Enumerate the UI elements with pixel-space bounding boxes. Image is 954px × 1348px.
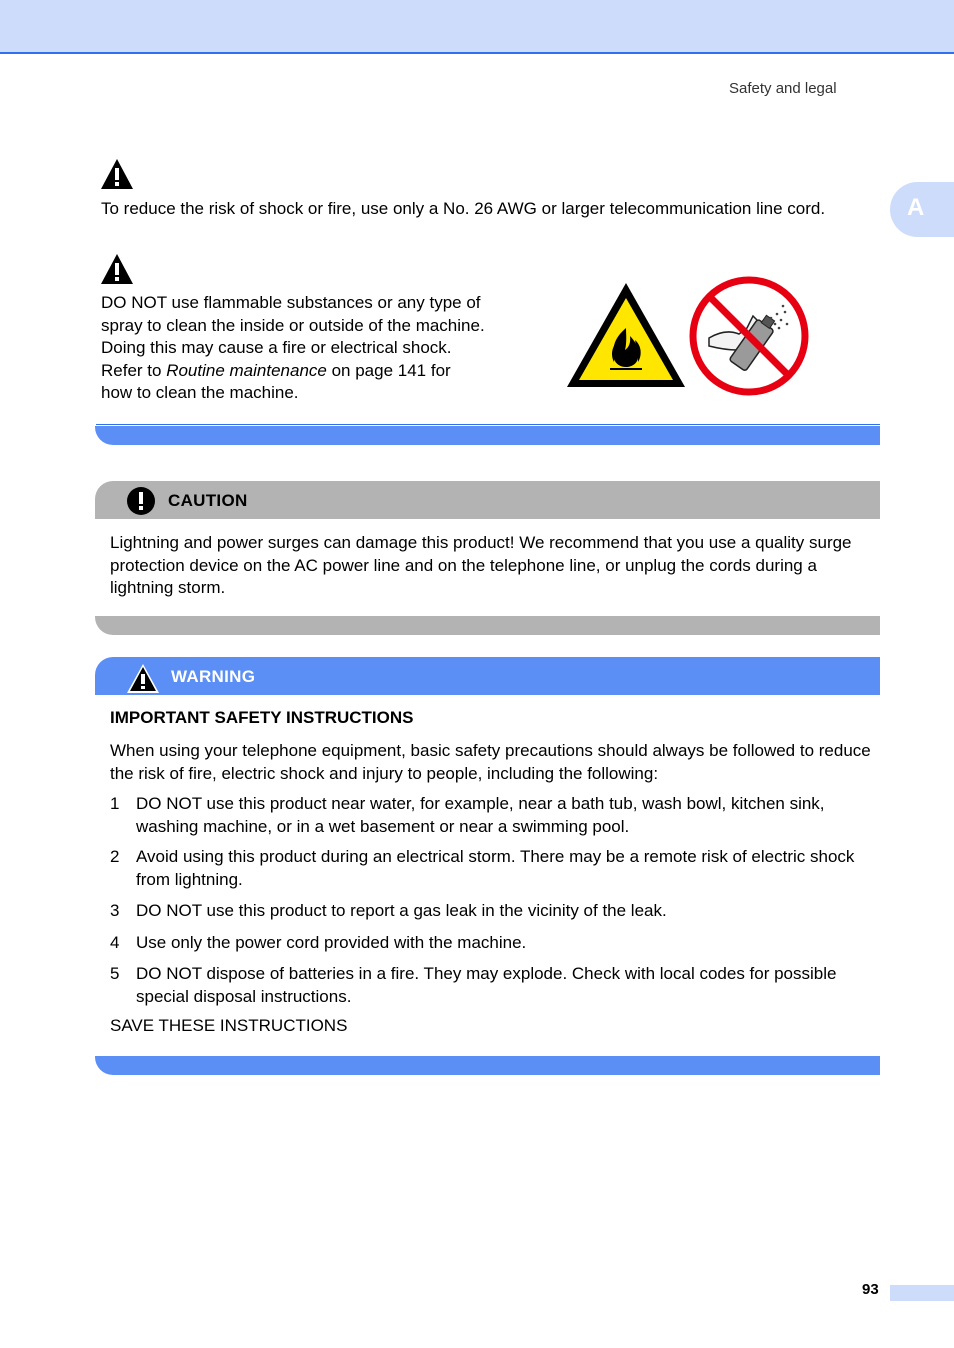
routine-maintenance-reference: Routine maintenance [166, 360, 327, 380]
warning-triangle-icon [100, 253, 134, 285]
warning-label: WARNING [171, 667, 256, 686]
section-end-bar [95, 426, 880, 445]
list-item: 5 DO NOT dispose of batteries in a fire. They may explode. Check with local codes for possible special disposal instructions. [110, 964, 837, 1006]
safety-intro: When using your telephone equipment, basic safety precautions should always be followed to reduce the risk of fire, electric shock and injury to people, including the following: [110, 741, 871, 783]
top-header-band [0, 0, 954, 54]
flammable-warning-text: DO NOT use flammable substances or any type of spray to clean the inside or outside of the machine. Doing this may cause a fire or electrical shock. Refer to Routine maintenance on page 141 for how to clean the machine. [101, 293, 485, 402]
save-instructions: SAVE THESE INSTRUCTIONS [110, 1016, 348, 1035]
list-item: 4 Use only the power cord provided with the machine. [110, 933, 527, 952]
caution-exclamation-icon [126, 486, 156, 516]
fire-hazard-icon [564, 280, 688, 390]
divider-line [96, 424, 880, 425]
chapter-letter: A [907, 194, 925, 221]
list-item: 1 DO NOT use this product near water, for example, near a bath tub, wash bowl, kitchen sink, washing machine, or in a wet basement or near a swimming pool. [110, 794, 825, 836]
warning-triangle-icon [126, 662, 160, 694]
safety-instructions-title: IMPORTANT SAFETY INSTRUCTIONS [110, 708, 414, 727]
caution-footer-bar [95, 616, 880, 635]
page-tab [890, 1285, 954, 1301]
caution-text: Lightning and power surges can damage this product! We recommend that you use a quality surge protection device on the AC power line and on the telephone line, or unplug the cords during a lightning storm. [110, 533, 852, 597]
caution-label: CAUTION [168, 491, 248, 510]
running-header: Safety and legal [729, 80, 837, 97]
warning-triangle-icon [100, 158, 134, 190]
warning-footer-bar [95, 1056, 880, 1075]
no-spray-icon [689, 276, 809, 396]
cord-warning-text: To reduce the risk of shock or fire, use only a No. 26 AWG or larger telecommunication line cord. [101, 199, 826, 218]
list-item: 2 Avoid using this product during an electrical storm. There may be a remote risk of electric shock from lightning. [110, 847, 855, 889]
page-number: 93 [862, 1281, 879, 1298]
list-item: 3 DO NOT use this product to report a gas leak in the vicinity of the leak. [110, 901, 667, 920]
